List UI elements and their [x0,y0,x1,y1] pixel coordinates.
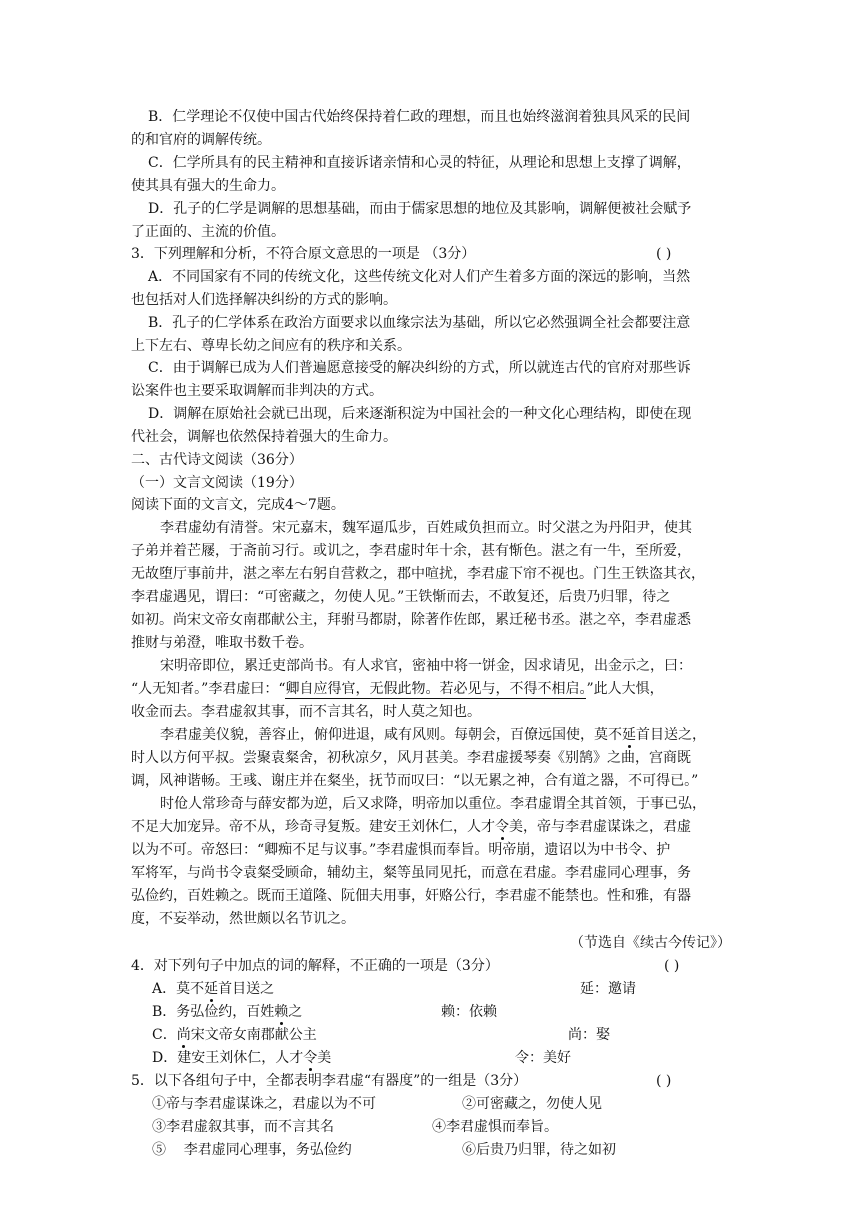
q2-option-d-line2: 了正面的、主流的价值。 [131,224,285,240]
passage-p2-line2 [131,682,664,696]
q3-option-c-line2: 讼案件也主要采取调解而非判决的方式。 [131,383,383,399]
dotted-char-yan: 延 [622,727,636,743]
passage-p4-line2: 不足大加宠异。帝不从，珍奇寻复叛。建安王刘休仁，人才令美，帝与李君虚谋诛之，君虚 [131,819,691,835]
q4-option-d-gloss: 令：美好 [515,1050,571,1066]
q2-option-c-line1: C．仁学所具有的民主精神和直接诉诸亲情和心灵的特征，从理论和思想上支撑了调解， [148,155,691,171]
q3-stem: 3．下列理解和分析，不符合原文意思的一项是 （3分） [131,246,476,262]
passage-p3-line3: 调，风神谐畅。王彧、谢庄并在粲坐，抚节而叹曰：“以无累之神，合有道之器，不可得已。” [131,773,699,789]
q5-stem: 5．以下各组句子中，全都表明李君虚“有器度”的一组是（3分） [131,1073,528,1089]
q3-option-a-line1: A．不同国家有不同的传统文化，这些传统文化对人们产生着多方面的深远的影响，当然 [148,269,691,285]
q4-option-a[interactable]: A．莫不延首目送之 [152,981,275,997]
q5-item-4: ④李君虚惧而奉旨。 [432,1119,558,1135]
dotted-char-ling: 令 [495,819,509,835]
passage-p1-line1: 李君虚幼有清誉。宋元嘉末，魏军逼瓜步，百姓咸负担而立。时父湛之为丹阳尹，使其 [160,520,692,536]
q4-option-c[interactable]: C．尚宋文帝女南郡献公主 [152,1027,317,1043]
q4-option-a-gloss: 延：邀请 [580,981,636,997]
passage-p4-line1: 时伧人常珍奇与薛安都为逆，后又求降，明帝加以重位。李君虚谓全其首领，于事已弘， [160,796,706,812]
q5-item-5: ⑤ 李君虚同心理事，务弘俭约 [152,1142,352,1158]
q3-answer-bracket: ( ) [656,246,672,262]
q4-option-b-gloss: 赖：依赖 [441,1004,497,1020]
passage-p4-line5: 弘俭约，百姓赖之。既而王道隆、阮佃夫用事，奸赂公行，李君虚不能禁也。性和雅，有器 [131,888,691,904]
dotted-char: 赖 [274,1004,289,1020]
q4-option-b[interactable]: B．务弘俭约，百姓赖之 [152,1004,303,1020]
section-title: 二、古代诗文阅读（36分） [131,452,303,468]
passage-p3-line1: 李君虚美仪貌，善容止，俯仰进退，咸有风则。每朝会，百僚远国使，莫不延首目送之， [160,727,706,743]
dotted-char: 尚 [176,1027,191,1043]
q4-answer-bracket: ( ) [664,958,680,974]
passage-p2-line3: 收金而去。李君虚叙其事，而不言其名，时人莫之知也。 [131,704,481,720]
passage-p4-line6: 度，不妄举动，然世颇以名节讥之。 [131,911,355,927]
q4-stem: 4．对下列句子中加点的词的解释，不正确的一项是（3分） [131,958,499,974]
q3-option-a-line2: 也包括对人们选择解决纠纷的方式的影响。 [131,292,397,308]
passage-p1-line2: 子弟并着芒屦，于斋前习行。或讥之，李君虚时年十余，甚有惭色。湛之有一牛，至所爱， [131,543,691,559]
q5-answer-bracket: ( ) [656,1073,672,1089]
passage-p2-line1: 宋明帝即位，累迁吏部尚书。有人求官，密袖中将一饼金，因求请见，出金示之，曰： [160,658,692,674]
passage-p4-line3: 以为不可。帝怒曰：“卿痴不足与议事。”李君虚惧而奉旨。明帝崩，遗诏以为中书令、护 [131,842,671,858]
passage-p1-line3: 无故堕厅事前井，湛之率左右躬自营救之，郡中喧扰，李君虚下帘不视也。门生王铁盗其衣， [131,566,705,582]
passage-source: （节选自《续古今传记》） [570,935,731,951]
q5-item-1: ①帝与李君虚谋诛之，君虚以为不可 [152,1096,376,1112]
q5-item-6: ⑥后贵乃归罪，待之如初 [462,1142,616,1158]
passage-p1-line4: 李君虚遇见，谓曰：“可密藏之，勿使人见。”王铁惭而去，不敢复还，后贵乃归罪，待之 [131,589,671,605]
passage-p2-quote-end: ”此人大惧， [586,681,664,697]
q3-option-b-line1: B．孔子的仁学体系在政治方面要求以血缘宗法为基础，所以它必然强调全社会都要注意 [148,315,691,331]
q5-item-2: ②可密藏之，勿使人见 [462,1096,602,1112]
q2-option-b-line1: B．仁学理论不仅使中国古代始终保持着仁政的理想，而且也始终滋润着独具风采的民间 [148,109,691,125]
q3-option-c-line1: C．由于调解已成为人们普遍愿意接受的解决纠纷的方式，所以就连古代的官府对那些诉 [148,360,691,376]
reading-instruction: 阅读下面的文言文，完成4～7题。 [131,497,345,513]
q4-option-d[interactable]: D．建安王刘休仁，人才令美 [152,1050,332,1066]
q5-item-3: ③李君虚叙其事，而不言其名 [152,1119,334,1135]
q3-option-d-line1: D．调解在原始社会就已出现，后来逐渐积淀为中国社会的一种文化心理结构，即使在现 [148,406,692,422]
passage-p1-line5: 如初。尚宋文帝女南郡献公主，拜驸马都尉，除著作佐郎，累迁秘书丞。湛之卒，李君虚悉 [131,612,691,628]
q4-option-c-gloss: 尚：娶 [568,1027,610,1043]
underlined-sentence: 卿自应得官，无假此物。若必见与，不得不相启。 [285,681,587,697]
dotted-char: 令 [303,1050,318,1066]
passage-p4-line4: 军将军，与尚书令袁粲受顾命，辅幼主，粲等虽同见托，而意在君虚。李君虚同心理事，务 [131,865,691,881]
q3-option-d-line2: 代社会，调解也依然保持着强大的生命力。 [131,429,397,445]
passage-p2-quote-start: “人无知者。”李君虚曰：“ [131,681,286,697]
passage-p1-line6: 推财与弟澄，唯取书数千卷。 [131,635,313,651]
q2-option-b-line2: 的和官府的调解传统。 [131,132,271,148]
q3-option-b-line2: 上下左右、尊卑长幼之间应有的秩序和关系。 [131,338,411,354]
dotted-char: 延 [204,981,219,997]
q2-option-c-line2: 使其具有强大的生命力。 [131,178,285,194]
subsection-title: （一）文言文阅读（19分） [131,475,303,491]
q2-option-d-line1: D．孔子的仁学是调解的思想基础，而由于儒家思想的地位及其影响，调解便被社会赋予 [148,201,692,217]
passage-p3-line2: 时人以方何平叔。尝聚袁粲舍，初秋凉夕，风月甚美。李君虚援琴奏《别鹄》之曲，宫商既 [131,750,691,766]
